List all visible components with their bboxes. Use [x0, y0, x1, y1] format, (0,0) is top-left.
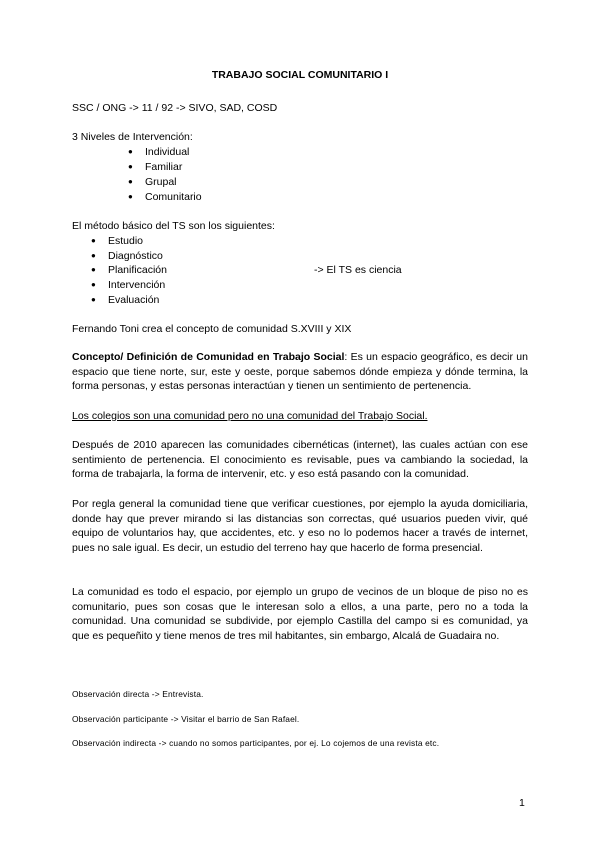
paragraph-espacio: La comunidad es todo el espacio, por ejemplo un grupo de vecinos de un bloque de piso no es comunitario, pues son cosas que le interesan solo a ellos, a una parte, pero no a toda la comunidad. Una comunidad se subdivide, por ejemplo Castilla del campo si es comunidad, ya que es pequeñito y tiene menos de tres mil habitantes, sin embargo, Alcalá de Guadaira no. — [72, 586, 528, 643]
nivel-item: Familiar — [145, 161, 183, 173]
bullet-icon: ● — [91, 251, 96, 260]
bullet-icon: ● — [91, 265, 96, 274]
ssc-line: SSC / ONG -> 11 / 92 -> SIVO, SAD, COSD — [72, 102, 278, 114]
concepto-paragraph — [72, 350, 528, 394]
bullet-icon: ● — [91, 295, 96, 304]
colegios-line: Los colegios son una comunidad pero no una comunidad del Trabajo Social. — [72, 410, 428, 422]
concepto-text: : Es un espacio geográfico, es decir un espacio que tiene norte, sur, este y oeste, porque sabemos dónde empieza y dónde termina, la forma personas, y estas personas interactúan y tienen un sentimiento de pertenencia. — [72, 351, 528, 393]
metodo-item: Diagnóstico — [108, 250, 163, 262]
metodo-item: Intervención — [108, 279, 166, 291]
nivel-item: Grupal — [145, 176, 177, 188]
bullet-icon: ● — [128, 192, 133, 201]
bullet-icon: ● — [91, 236, 96, 245]
nivel-item: Individual — [145, 146, 190, 158]
concepto-label: Concepto/ Definición de Comunidad en Trabajo Social — [72, 351, 345, 363]
metodo-heading: El método básico del TS son los siguientes: — [72, 220, 275, 232]
observacion-directa: Observación directa -> Entrevista. — [72, 689, 204, 699]
metodo-item: Estudio — [108, 235, 144, 247]
metodo-item: Evaluación — [108, 294, 160, 306]
page-number: 1 — [519, 797, 525, 809]
metodo-side-note: -> El TS es ciencia — [314, 264, 402, 276]
paragraph-2010: Después de 2010 aparecen las comunidades cibernéticas (internet), las cuales actúan con ese sentimiento de pertenencia. El conocimiento es revisable, pues va cambiando la sociedad, la forma de trabajarla, la forma de intervenir, etc. y eso está pasando con la comunidad. — [72, 439, 528, 481]
bullet-icon: ● — [91, 280, 96, 289]
page-title: TRABAJO SOCIAL COMUNITARIO I — [211, 69, 389, 81]
bullet-icon: ● — [128, 147, 133, 156]
observacion-participante: Observación participante -> Visitar el barrio de San Rafael. — [72, 714, 300, 724]
metodo-item: Planificación — [108, 264, 167, 276]
toni-line: Fernando Toni crea el concepto de comunidad S.XVIII y XIX — [72, 323, 352, 335]
paragraph-regla: Por regla general la comunidad tiene que verificar cuestiones, por ejemplo la ayuda domiciliaria, donde hay que prever mirando si las distancias son correctas, qué usuarios pueden vivir, qué equipo de voluntarios hay, que accidentes, etc. y eso no lo podemos hacer a través de internet, pues no sale igual. Es decir, un estudio del terreno hay que hacerlo de forma presencial. — [72, 498, 528, 555]
nivel-item: Comunitario — [145, 191, 202, 203]
bullet-icon: ● — [128, 177, 133, 186]
niveles-heading: 3 Niveles de Intervención: — [72, 131, 193, 143]
bullet-icon: ● — [128, 162, 133, 171]
observacion-indirecta: Observación indirecta -> cuando no somos participantes, por ej. Lo cojemos de una revista etc. — [72, 738, 440, 748]
